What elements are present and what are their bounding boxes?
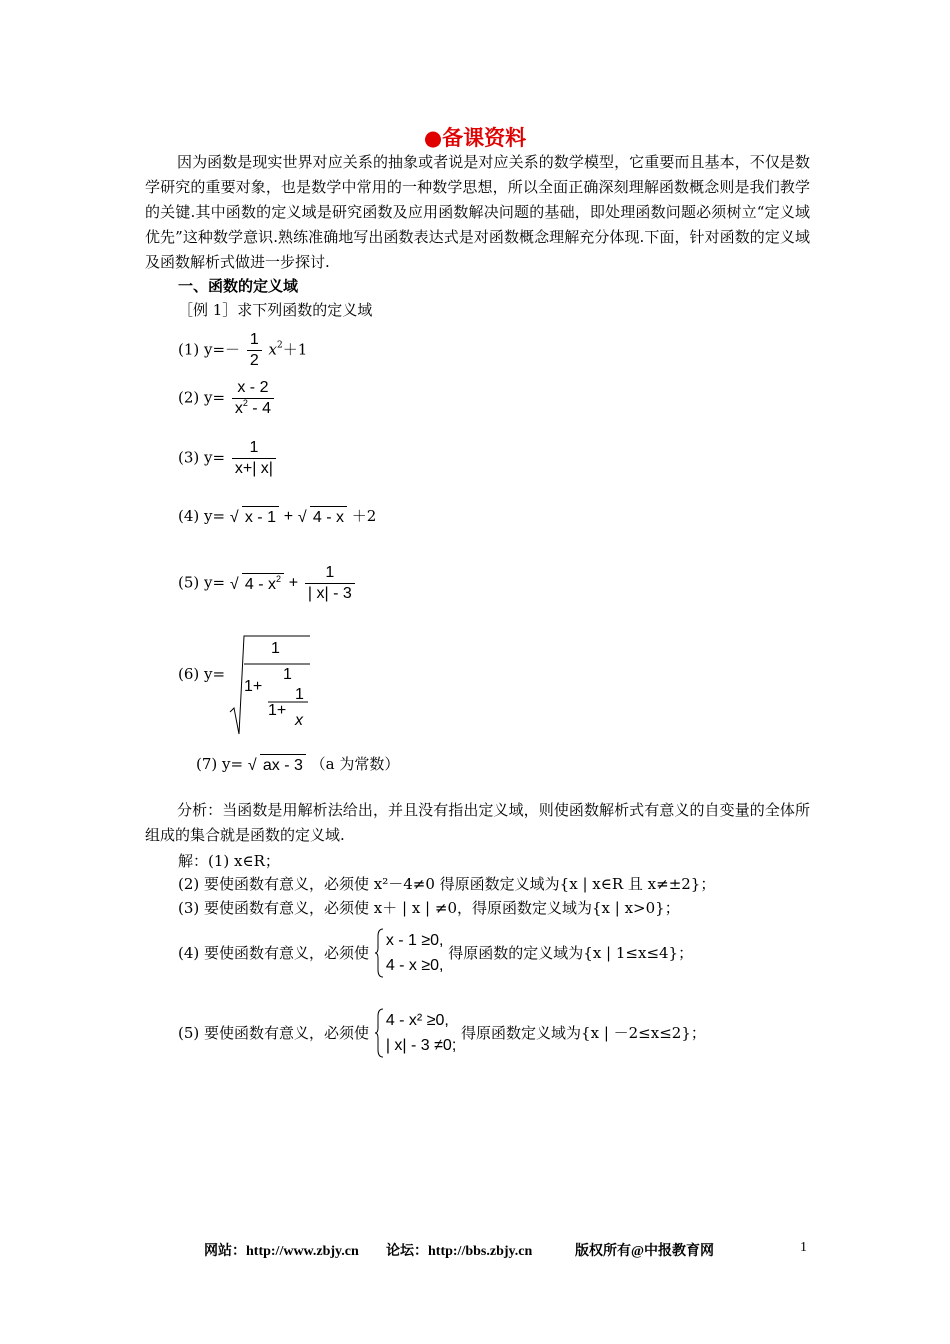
page-title: ●备课资料: [423, 125, 527, 150]
problem-1-end: ＋1: [282, 340, 308, 359]
problem-1-lhs: (1) y=－: [178, 340, 241, 359]
problem-4-radicand-2: 4 - x: [310, 506, 347, 528]
problem-5-lhs: (5) y=: [178, 573, 226, 592]
solution-4-pre: (4) 要使函数有意义，必须使: [178, 944, 370, 962]
left-brace-icon: [374, 928, 384, 978]
problem-4-lhs: (4) y=: [178, 507, 226, 525]
problem-7-radicand: ax - 3: [260, 754, 306, 776]
problem-6-inner-den: x: [295, 712, 303, 729]
problem-1-var: x: [268, 340, 277, 359]
solution-4-row-2: 4 - x ≥0,: [385, 957, 444, 974]
problem-2-num: x - 2: [232, 378, 274, 399]
solution-5-row-2: | x| - 3 ≠0;: [385, 1037, 457, 1054]
problem-6-top-num: 1: [271, 640, 280, 657]
solution-5: [178, 1008, 706, 1058]
problem-5-fraction: [305, 563, 355, 604]
example-label: ［例 1］求下列函数的定义域: [178, 301, 373, 319]
solution-5-row-1: 4 - x² ≥0,: [385, 1012, 449, 1029]
problem-7-note: （a 为常数）: [310, 755, 400, 773]
solution-4-post: 得原函数的定义域为{x | 1≤x≤4}；: [448, 944, 694, 962]
solution-4: [178, 928, 693, 978]
problem-1-exp: 2: [277, 340, 283, 351]
solution-1: 解：(1) x∈R；: [178, 852, 280, 870]
footer-copyright: 版权所有@中报教育网: [575, 1244, 715, 1259]
problem-7: [196, 754, 399, 776]
problem-3-lhs: (3) y=: [178, 448, 226, 467]
problem-5-den: | x| - 3: [307, 585, 352, 602]
problem-2-lhs: (2) y=: [178, 388, 226, 407]
footer-forum-link[interactable]: 论坛：http://bbs.zbjy.cn: [386, 1244, 533, 1259]
problem-6-lhs: (6) y=: [178, 665, 226, 683]
problem-7-lhs: (7) y=: [196, 755, 244, 773]
problem-1-num: 1: [247, 330, 262, 351]
problem-2-den-exp: 2: [242, 398, 248, 408]
solution-5-post: 得原函数定义域为{x | －2≤x≤2}；: [461, 1024, 706, 1042]
problem-4-plus: +: [283, 508, 294, 525]
problem-5-radicand-text: 4 - x: [244, 575, 276, 593]
problem-1-den: 2: [249, 352, 259, 369]
problem-4: [178, 506, 376, 528]
problem-6-expression: [228, 632, 318, 736]
solution-5-pre: (5) 要使函数有意义，必须使: [178, 1024, 370, 1042]
solution-4-row-1: x - 1 ≥0,: [385, 932, 444, 949]
problem-6-inner-num: 1: [295, 686, 304, 703]
problem-3-fraction: [232, 438, 276, 479]
analysis-paragraph: 分析：当函数是用解析法给出，并且没有指出定义域，则使函数解析式有意义的自变量的全体所组成的集合就是函数的定义域.: [145, 801, 810, 844]
problem-6-inner-one: 1+: [268, 702, 287, 719]
problem-4-radicand-1: x - 1: [242, 506, 279, 528]
problem-3-num: 1: [232, 438, 276, 459]
section-heading: 一、函数的定义域: [178, 277, 299, 295]
problem-5-num: 1: [305, 563, 355, 584]
problem-1-fraction: [247, 330, 262, 371]
problem-4-sqrt-2: √ 4 - x: [298, 506, 347, 528]
problem-7-sqrt: √ ax - 3: [248, 754, 306, 776]
intro-paragraph: 因为函数是现实世界对应关系的抽象或者说是对应关系的数学模型，它重要而且基本，不仅是数学研究的重要对象，也是数学中常用的一种数学思想，所以全面正确深刻理解函数概念则是我们教学的关键.其中函数的定义域是研究函数及应用函数解决问题的基础，即处理函数问题必须树立“定义域优先”这种数学意识.熟练准确地写出函数表达式是对函数概念理解充分体现.下面，针对函数的定义域及函数解析式做进一步探讨.: [145, 153, 810, 271]
problem-5-plus: +: [288, 574, 299, 592]
problem-2-den-tail: - 4: [247, 400, 271, 417]
problem-2-fraction: [232, 378, 274, 419]
problem-2-den-var: x: [234, 400, 243, 417]
problem-4-end: ＋2: [351, 507, 377, 525]
problem-1: [178, 330, 307, 371]
problem-5-sqrt: √ $4 - x^2$: [230, 573, 284, 595]
problem-3-den: x+| x|: [234, 460, 273, 477]
page-number: 1: [800, 1240, 807, 1255]
problem-5-radicand: [242, 573, 284, 595]
problem-2: [178, 378, 276, 419]
footer-site-link[interactable]: 网站：http://www.zbjy.cn: [204, 1244, 359, 1259]
problem-3: [178, 438, 278, 479]
solution-3: (3) 要使函数有意义，必须使 x＋ | x | ≠0，得原函数定义域为{x | x>0}；: [178, 899, 680, 917]
problem-6-mid-one: 1+: [244, 678, 263, 695]
problem-5-exp: 2: [275, 573, 281, 584]
problem-6-mid-num: 1: [283, 666, 292, 683]
solution-4-system: [374, 928, 444, 978]
problem-6: [178, 664, 225, 684]
solution-5-system: [374, 1008, 456, 1058]
left-brace-icon: [374, 1008, 384, 1058]
problem-4-sqrt-1: √ x - 1: [230, 506, 279, 528]
solution-2: (2) 要使函数有意义，必须使 x²－4≠0 得原函数定义域为{x | x∈R 且 x≠±2}；: [178, 875, 716, 893]
problem-2-den: [232, 399, 274, 419]
problem-5: [178, 563, 357, 604]
